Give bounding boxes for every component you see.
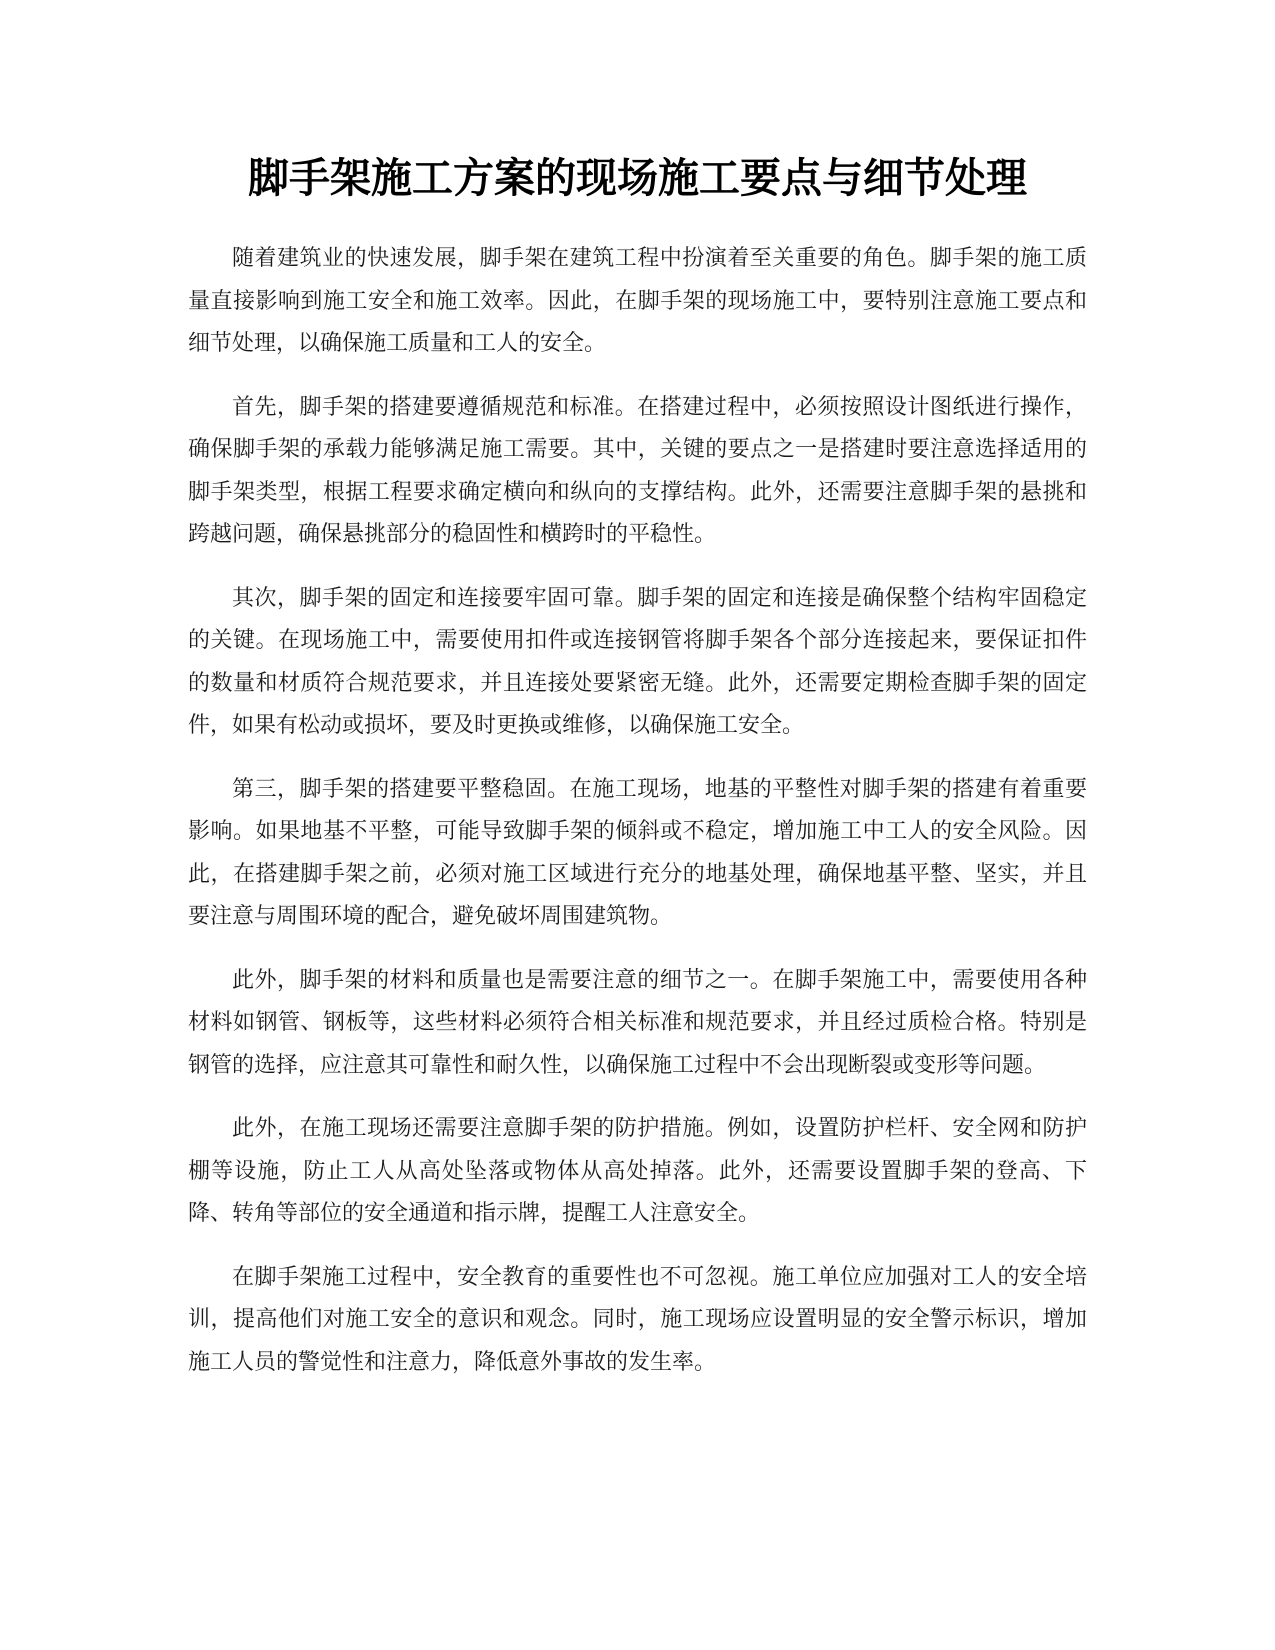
paragraph-materials: 此外，脚手架的材料和质量也是需要注意的细节之一。在脚手架施工中，需要使用各种材料如钢管、钢板等，这些材料必须符合相关标准和规范要求，并且经过质检合格。特别是钢管的选择，应注意其可靠性和耐久性，以确保施工过程中不会出现断裂或变形等问题。	[188, 967, 1087, 1078]
paragraph-protection: 此外，在施工现场还需要注意脚手架的防护措施。例如，设置防护栏杆、安全网和防护棚等设施，防止工人从高处坠落或物体从高处掉落。此外，还需要设置脚手架的登高、下降、转角等部位的安全通道和指示牌，提醒工人注意安全。	[188, 1116, 1087, 1226]
paragraph-second-point: 其次，脚手架的固定和连接要牢固可靠。脚手架的固定和连接是确保整个结构牢固稳定的关键。在现场施工中，需要使用扣件或连接钢管将脚手架各个部分连接起来，要保证扣件的数量和材质符合规范要求，并且连接处要紧密无缝。此外，还需要定期检查脚手架的固定件，如果有松动或损坏，要及时更换或维修，以确保施工安全。	[188, 585, 1087, 738]
paragraph-intro: 随着建筑业的快速发展，脚手架在建筑工程中扮演着至关重要的角色。脚手架的施工质量直接影响到施工安全和施工效率。因此，在脚手架的现场施工中，要特别注意施工要点和细节处理，以确保施工质量和工人的安全。	[188, 246, 1087, 356]
document-body	[188, 238, 1087, 1405]
paragraph-first-point: 首先，脚手架的搭建要遵循规范和标准。在搭建过程中，必须按照设计图纸进行操作，确保脚手架的承载力能够满足施工需要。其中，关键的要点之一是搭建时要注意选择适用的脚手架类型，根据工程要求确定横向和纵向的支撑结构。此外，还需要注意脚手架的悬挑和跨越问题，确保悬挑部分的稳固性和横跨时的平稳性。	[188, 394, 1087, 547]
paragraph-third-point: 第三，脚手架的搭建要平整稳固。在施工现场，地基的平整性对脚手架的搭建有着重要影响。如果地基不平整，可能导致脚手架的倾斜或不稳定，增加施工中工人的安全风险。因此，在搭建脚手架之前，必须对施工区域进行充分的地基处理，确保地基平整、坚实，并且要注意与周围环境的配合，避免破坏周围建筑物。	[188, 776, 1087, 929]
document-title: 脚手架施工方案的现场施工要点与细节处理	[248, 154, 1027, 202]
paragraph-safety-education: 在脚手架施工过程中，安全教育的重要性也不可忽视。施工单位应加强对工人的安全培训，提高他们对施工安全的意识和观念。同时，施工现场应设置明显的安全警示标识，增加施工人员的警觉性和注意力，降低意外事故的发生率。	[188, 1264, 1087, 1375]
